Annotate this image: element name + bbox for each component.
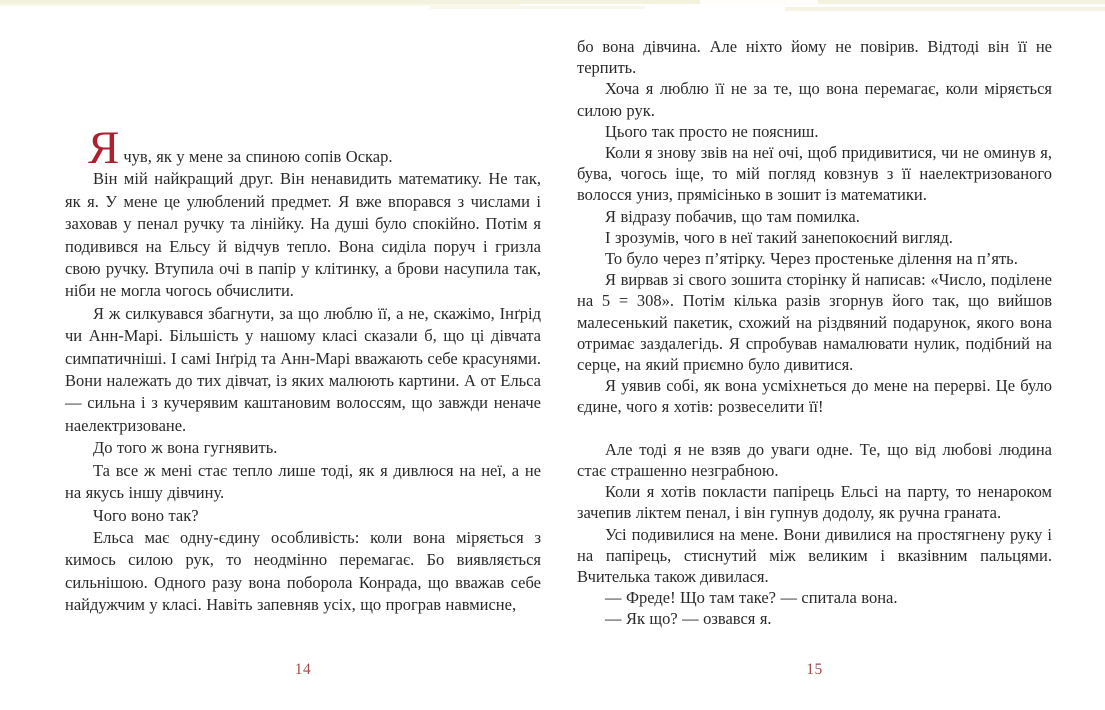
paragraph: Але тоді я не взяв до уваги одне. Те, що від любові людина стає страшенно незграбною. bbox=[577, 439, 1052, 481]
paragraph: Я вирвав зі свого зошита сторінку й написав: «Число, поділене на 5 = 308». Потім кілька разів згорнув його так, що вийшов малесенький пакетик, схожий на різдвяний подарунок, якого вона отримає заздалегідь. Я спробував намалювати нулик, подібний на серце, на який приємно було дивитися. bbox=[577, 270, 1052, 375]
paragraph: Я ж силкувався збагнути, за що люблю її, а не, скажімо, Інґрід чи Анн-Марі. Більшість у нашому класі сказали б, що ці дівчата симпатичніші. І самі Інґрід та Анн-Марі вважають себе красунями. Вони належать до тих дівчат, із яких малюють картини. А от Ельса — сильна і з кучерявим каштановим волоссям, що завжди неначе наелектризоване. bbox=[65, 303, 541, 435]
paragraph: Коли я знову звів на неї очі, щоб придивитися, чи не оминув я, бува, чогось іще, то мій погляд ковзнув з її наелектризованого волосся униз, прямісінько в зошит із математики. bbox=[577, 143, 1052, 205]
page-number: 14 bbox=[294, 661, 312, 678]
paragraph: Усі подивилися на мене. Вони дивилися на простягнену руку і на папірець, стиснутий між великим і вказівним пальцями. Вчителька також дивилася. bbox=[577, 524, 1052, 587]
paragraph: То було через п’ятірку. Через простеньке ділення на п’ять. bbox=[605, 249, 1018, 269]
paragraph: Він мій найкращий друг. Він ненавидить математику. Не так, як я. У мене це улюблений предмет. Я вже впорався з числами і заховав у пенал ручку та лінійку. На душі було спокійно. Потім я подивився на Ельсу й відчув тепло. Вона сиділа поруч і гризла свою ручку. Втупила очі в папір у клітинку, а брови насупила так, ніби не могла чогось обчислити. bbox=[65, 169, 541, 301]
paragraph: Чого воно так? bbox=[93, 505, 199, 525]
paragraph: І зрозумів, чого в неї такий занепокоєний вигляд. bbox=[605, 227, 953, 247]
paragraph: Я відразу побачив, що там помилка. bbox=[605, 206, 860, 226]
paragraph: бо вона дівчина. Але ніхто йому не повірив. Відтоді він її не терпить. bbox=[577, 37, 1052, 78]
page-number: 15 bbox=[806, 661, 823, 678]
paragraph: — Як що? — озвався я. bbox=[605, 609, 772, 629]
paragraph: Коли я хотів покласти папірець Ельсі на парту, то ненароком зачепив ліктем пенал, і він гупнув додолу, як ручна граната. bbox=[577, 482, 1052, 523]
paragraph: Ячув, як у мене за спиною сопів Оскар. bbox=[88, 122, 393, 174]
page-text-block bbox=[577, 36, 1052, 630]
paragraph: — Фреде! Що там таке? — спитала вона. bbox=[605, 588, 898, 608]
paragraph: Хоча я люблю її не за те, що вона перемагає, коли міряється силою рук. bbox=[577, 79, 1052, 120]
paragraph: Та все ж мені стає тепло лише тоді, як я дивлюся на неї, а не на якусь іншу дівчину. bbox=[65, 460, 541, 503]
drop-cap-initial: Я bbox=[88, 122, 120, 174]
paragraph: Цього так просто не поясниш. bbox=[605, 121, 819, 141]
paragraph: До того ж вона гугнявить. bbox=[93, 438, 278, 458]
paragraph: Ельса має одну-єдину особливість: коли вона міряється з кимось силою рук, то неодмінно перемагає. Бо виявляється сильнішою. Одного разу вона поборола Конрада, що вважав себе найдужчим у класі. Навіть запевняв усіх, що програв навмисне, bbox=[65, 527, 541, 615]
paragraph: Я уявив собі, як вона усміхнеться до мене на перерві. Це було єдине, чого я хотів: розвеселити її! bbox=[577, 376, 1052, 417]
